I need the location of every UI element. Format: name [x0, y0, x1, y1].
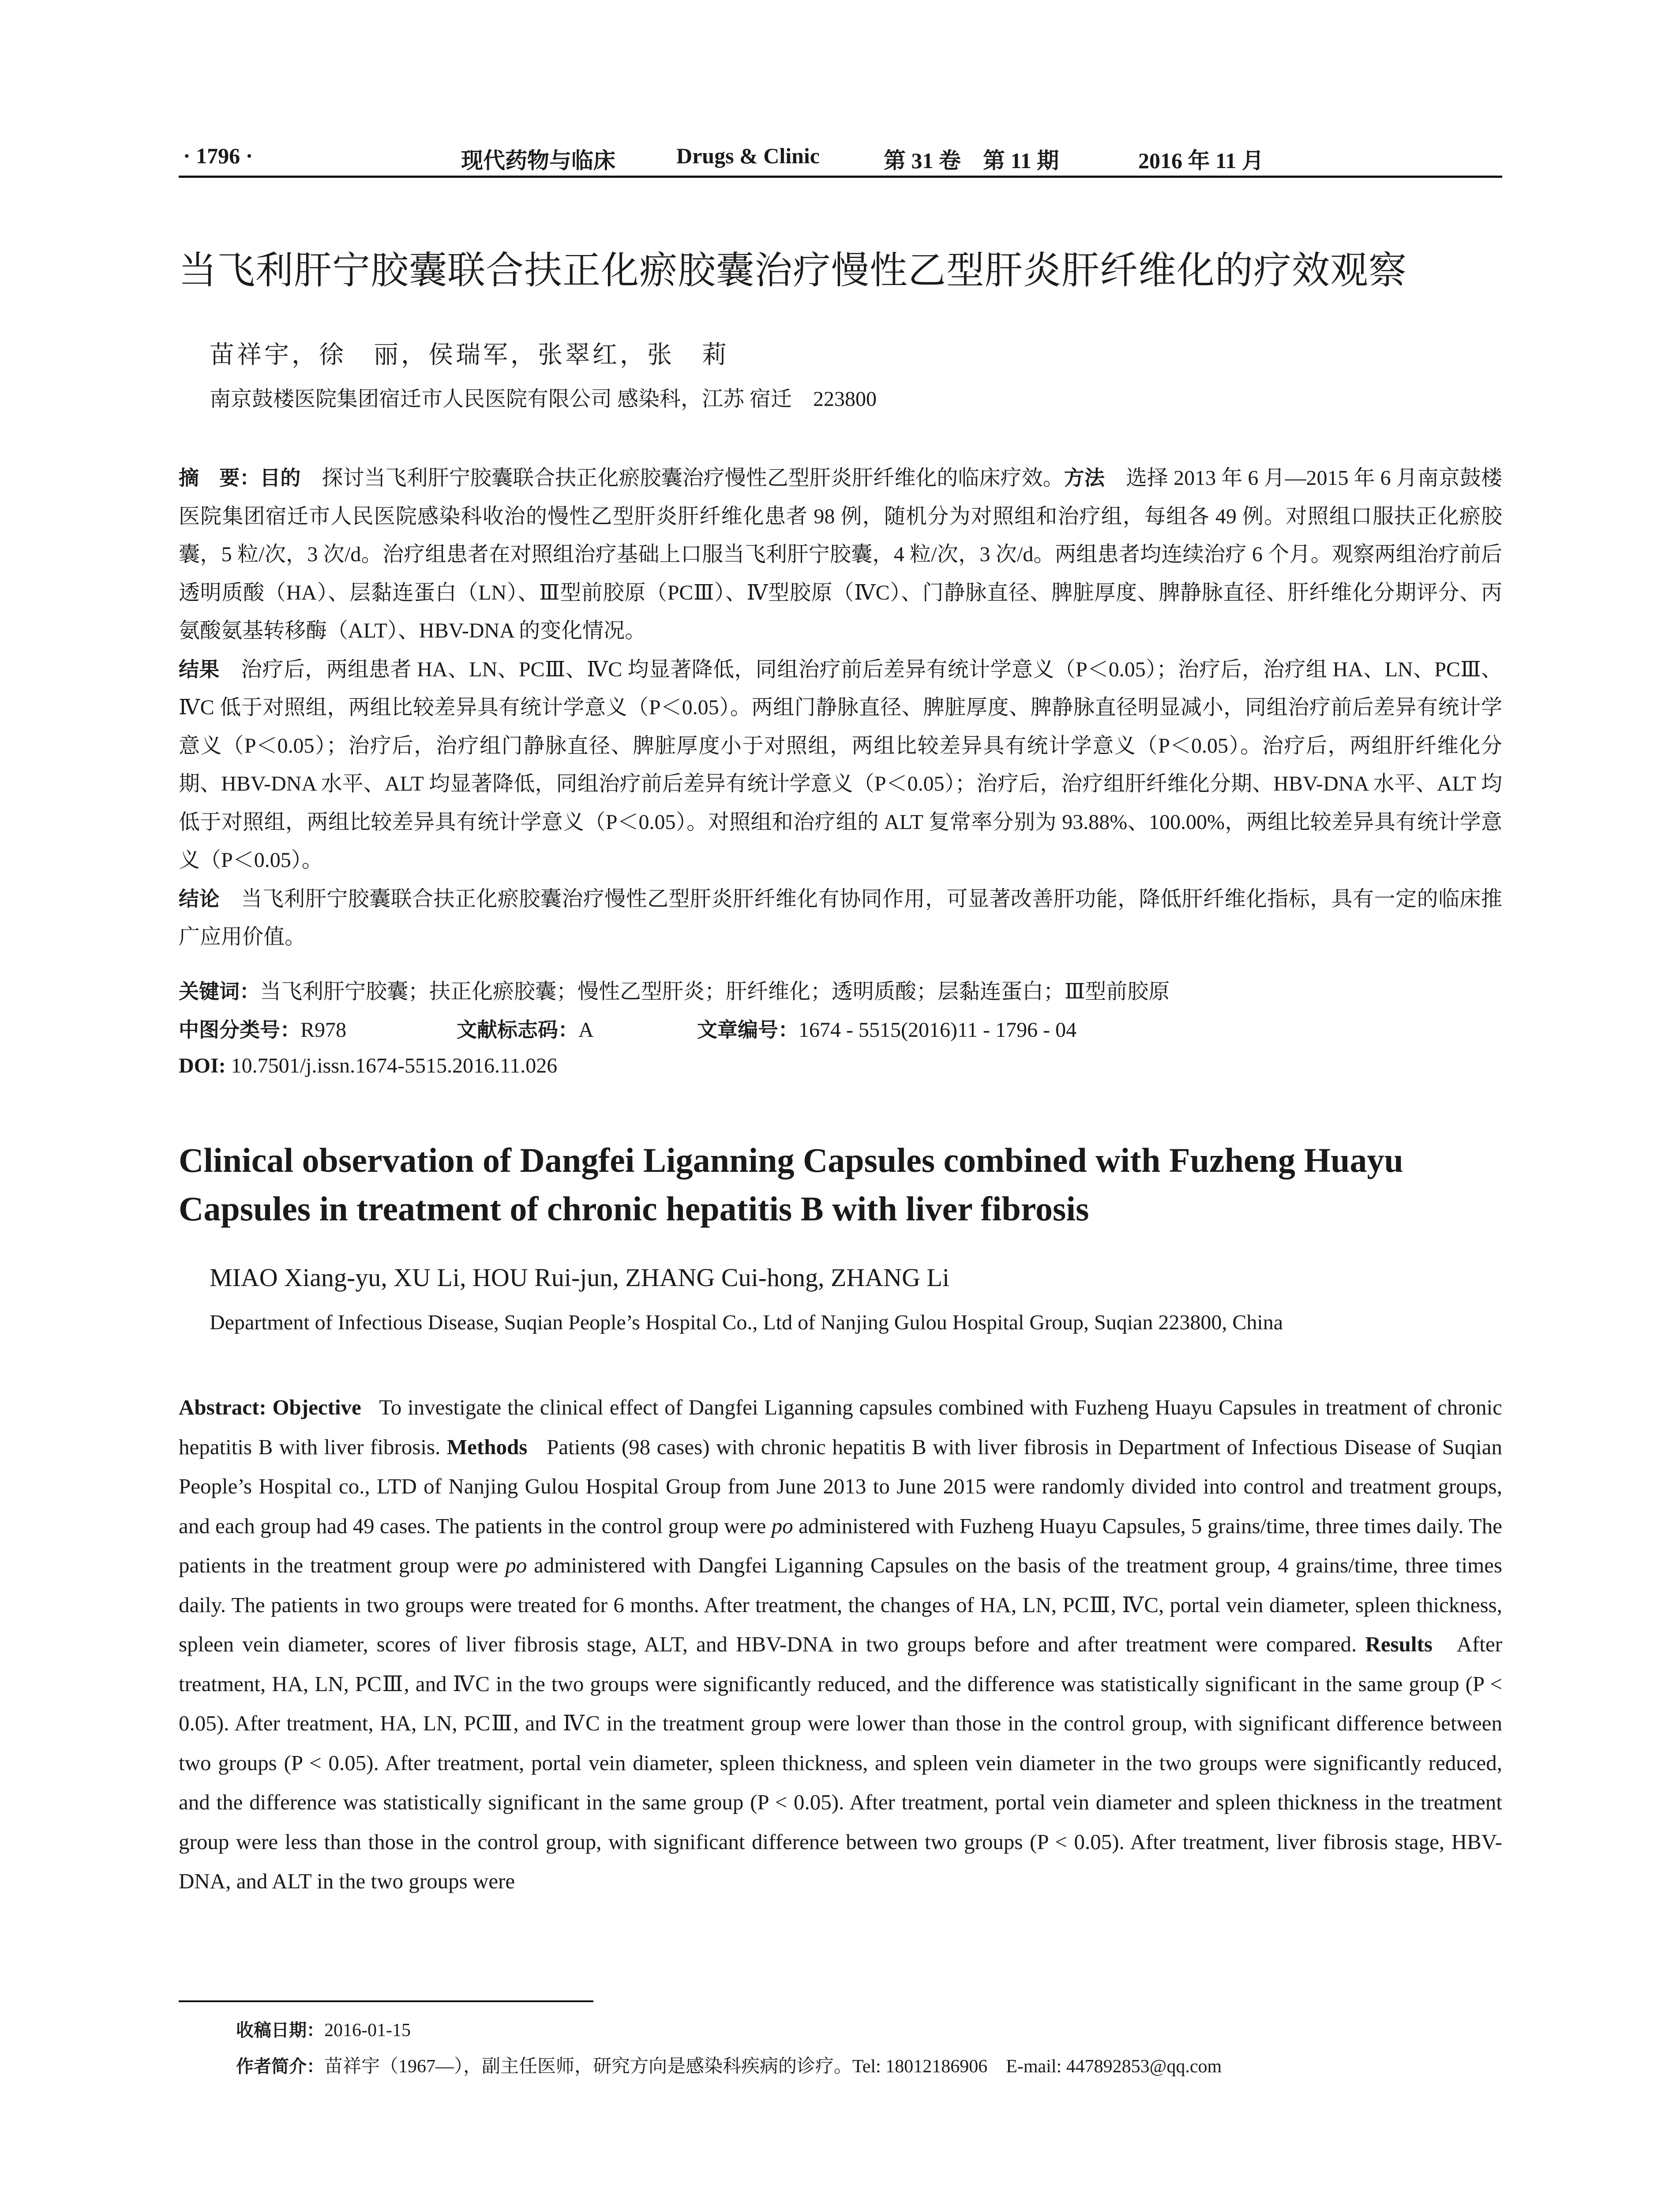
- abstract-cn-body: [179, 459, 1502, 957]
- page-number: · 1796 ·: [183, 143, 253, 168]
- po-term-1: po: [771, 1513, 793, 1538]
- affiliation-en: Department of Infectious Disease, Suqian People’s Hospital Co., Ltd of Nanjing Gulou Hospital Group, Suqian 223800, China: [210, 1311, 1283, 1334]
- results-text-cn: 治疗后，两组患者 HA、LN、PCⅢ、ⅣC 均显著降低，同组治疗前后差异有统计学意义（P＜0.05）；治疗后，治疗组 HA、LN、PCⅢ、ⅣC 低于对照组，两组比较差异具有统计学意义（P＜0.05）。两组门静脉直径、脾脏厚度、脾静脉直径明显减小，同组治疗前后差异有统计学意义（P＜0.05）；治疗后，治疗组门静脉直径、脾脏厚度小于对照组，两组比较差异具有统计学意义（P＜0.05）。治疗后，两组肝纤维化分期、HBV-DNA 水平、ALT 均显著降低，同组治疗前后差异有统计学意义（P＜0.05）；治疗后，治疗组肝纤维化分期、HBV-DNA 水平、ALT 均低于对照组，两组比较差异具有统计学意义（P＜0.05）。对照组和治疗组的 ALT 复常率分别为 93.88%、100.00%，两组比较差异具有统计学意义（P＜0.05）。: [179, 657, 1502, 872]
- received-date-note: [236, 2016, 411, 2041]
- objective-label-en: Objective: [272, 1395, 361, 1419]
- clc-label: 中图分类号：: [179, 1018, 300, 1042]
- abstract-cn-label: 摘 要：: [179, 466, 260, 490]
- keywords-value-cn: 当飞利肝宁胶囊；扶正化瘀胶囊；慢性乙型肝炎；肝纤维化；透明质酸；层黏连蛋白；Ⅲ型前胶原: [260, 980, 1170, 1003]
- authors-en: MIAO Xiang-yu, XU Li, HOU Rui-jun, ZHANG Cui-hong, ZHANG Li: [210, 1263, 950, 1292]
- abstract-cn: [179, 459, 1502, 957]
- methods-text-en-1: Patients (98 cases) with chronic hepatitis B with liver fibrosis in Department of Infectious Disease of Suqian People’s Hospital co., LTD of Nanjing Gulou Hospital Group from June 2013 to June 2015 were randomly divided into control and treatment groups, and each group had 49 cases. The patients in the control group were: [179, 1434, 1503, 1538]
- volume-issue: 第 31 卷 第 11 期: [884, 148, 1059, 173]
- abstract-en: [179, 1388, 1502, 1901]
- keywords-label-cn: 关键词：: [179, 979, 260, 1003]
- methods-text-cn: 选择 2013 年 6 月—2015 年 6 月南京鼓楼医院集团宿迁市人民医院感染科收治的慢性乙型肝炎肝纤维化患者 98 例，随机分为对照组和治疗组，每组各 49 例。对照组口服扶正化瘀胶囊，5 粒/次，3 次/d。治疗组患者在对照组治疗基础上口服当飞利肝宁胶囊，4 粒/次，3 次/d。两组患者均连续治疗 6 个月。观察两组治疗前后透明质酸（HA）、层黏连蛋白（LN）、Ⅲ型前胶原（PCⅢ）、Ⅳ型胶原（ⅣC）、门静脉直径、脾脏厚度、脾静脉直径、肝纤维化分期评分、丙氨酸氨基转移酶（ALT）、HBV-DNA 的变化情况。: [179, 466, 1503, 642]
- received-value: 2016-01-15: [324, 2020, 411, 2041]
- author-bio-note: [236, 2052, 1222, 2078]
- journal-name-cn: 现代药物与临床: [461, 148, 615, 173]
- article-no-label: 文章编号：: [697, 1018, 799, 1042]
- abstract-en-label: Abstract:: [179, 1395, 266, 1419]
- keywords-cn: [179, 974, 1502, 1005]
- results-label-cn: 结果: [179, 657, 220, 681]
- issue-date: 2016 年 11 月: [1138, 148, 1264, 173]
- conclusion-label-cn: 结论: [179, 886, 220, 911]
- objective-label-cn: 目的: [260, 466, 301, 490]
- methods-text-en-2: administered with Fuzheng Huayu Capsules, 5 grains/time, three times daily. The patients in the treatment group were: [179, 1513, 1503, 1577]
- received-label: 收稿日期：: [236, 2020, 324, 2041]
- article-no-cell: [697, 1014, 1076, 1043]
- article-no-value: 1674 - 5515(2016)11 - 1796 - 04: [799, 1018, 1077, 1042]
- methods-label-en: Methods: [446, 1434, 528, 1459]
- po-term-2: po: [505, 1553, 527, 1577]
- author-bio-value: 苗祥宇（1967—），副主任医师，研究方向是感染科疾病的诊疗。Tel: 18012186906 E-mail: 447892853@qq.com: [324, 2056, 1222, 2077]
- authors-cn: 苗祥宇，徐 丽，侯瑞军，张翠红，张 莉: [210, 341, 729, 369]
- doi-value: 10.7501/j.issn.1674-5515.2016.11.026: [225, 1054, 558, 1077]
- doi-line: [179, 1054, 557, 1078]
- results-text-en: After treatment, HA, LN, PCⅢ, and ⅣC in the two groups were significantly reduced, and the difference was statistically significant in the same group (P < 0.05). After treatment, HA, LN, PCⅢ, and ⅣC in the treatment group were lower than those in the control group, with significant difference between two groups (P < 0.05). After treatment, portal vein diameter, spleen thickness, and spleen vein diameter in the two groups were significantly reduced, and the difference was statistically significant in the same group (P < 0.05). After treatment, portal vein diameter and spleen thickness in the treatment group were less than those in the control group, with significant difference between two groups (P < 0.05). After treatment, liver fibrosis stage, HBV-DNA, and ALT in the two groups were: [179, 1632, 1503, 1893]
- doc-code-value: A: [578, 1018, 594, 1042]
- clc-value: R978: [300, 1018, 347, 1042]
- objective-text-cn: 探讨当飞利肝宁胶囊联合扶正化瘀胶囊治疗慢性乙型肝炎肝纤维化的临床疗效。: [300, 466, 1064, 490]
- affiliation-cn: 南京鼓楼医院集团宿迁市人民医院有限公司 感染科，江苏 宿迁 223800: [210, 387, 877, 411]
- journal-name-en: Drugs & Clinic: [676, 143, 820, 168]
- doc-code-label: 文献标志码：: [457, 1018, 578, 1042]
- article-title-en: Clinical observation of Dangfei Liganning Capsules combined with Fuzheng Huayu Capsules in treatment of chronic hepatitis B with liver fibrosis: [179, 1141, 1403, 1228]
- methods-label-cn: 方法: [1064, 466, 1105, 490]
- results-label-en: Results: [1365, 1632, 1432, 1656]
- methods-text-en-3: administered with Dangfei Liganning Capsules on the basis of the treatment group, 4 grains/time, three times daily. The patients in two groups were treated for 6 months. After treatment, the changes of HA, LN, PCⅢ, ⅣC, portal vein diameter, spleen thickness, spleen vein diameter, scores of liver fibrosis stage, ALT, and HBV-DNA in two groups before and after treatment were compared.: [179, 1553, 1503, 1656]
- conclusion-text-cn: 当飞利肝宁胶囊联合扶正化瘀胶囊治疗慢性乙型肝炎肝纤维化有协同作用，可显著改善肝功能，降低肝纤维化指标，具有一定的临床推广应用价值。: [179, 887, 1502, 949]
- objective-text-en: To investigate the clinical effect of Dangfei Liganning capsules combined with Fuzheng Huayu Capsules in treatment of chronic hepatitis B with liver fibrosis.: [179, 1395, 1502, 1459]
- doc-code-cell: [457, 1014, 594, 1043]
- doi-label: DOI:: [179, 1054, 226, 1077]
- footnote-divider: [179, 2000, 593, 2002]
- clc-cell: [179, 1014, 346, 1043]
- article-title-cn: 当飞利肝宁胶囊联合扶正化瘀胶囊治疗慢性乙型肝炎肝纤维化的疗效观察: [179, 248, 1407, 293]
- author-bio-label: 作者简介：: [236, 2056, 324, 2077]
- running-header: [179, 140, 1502, 178]
